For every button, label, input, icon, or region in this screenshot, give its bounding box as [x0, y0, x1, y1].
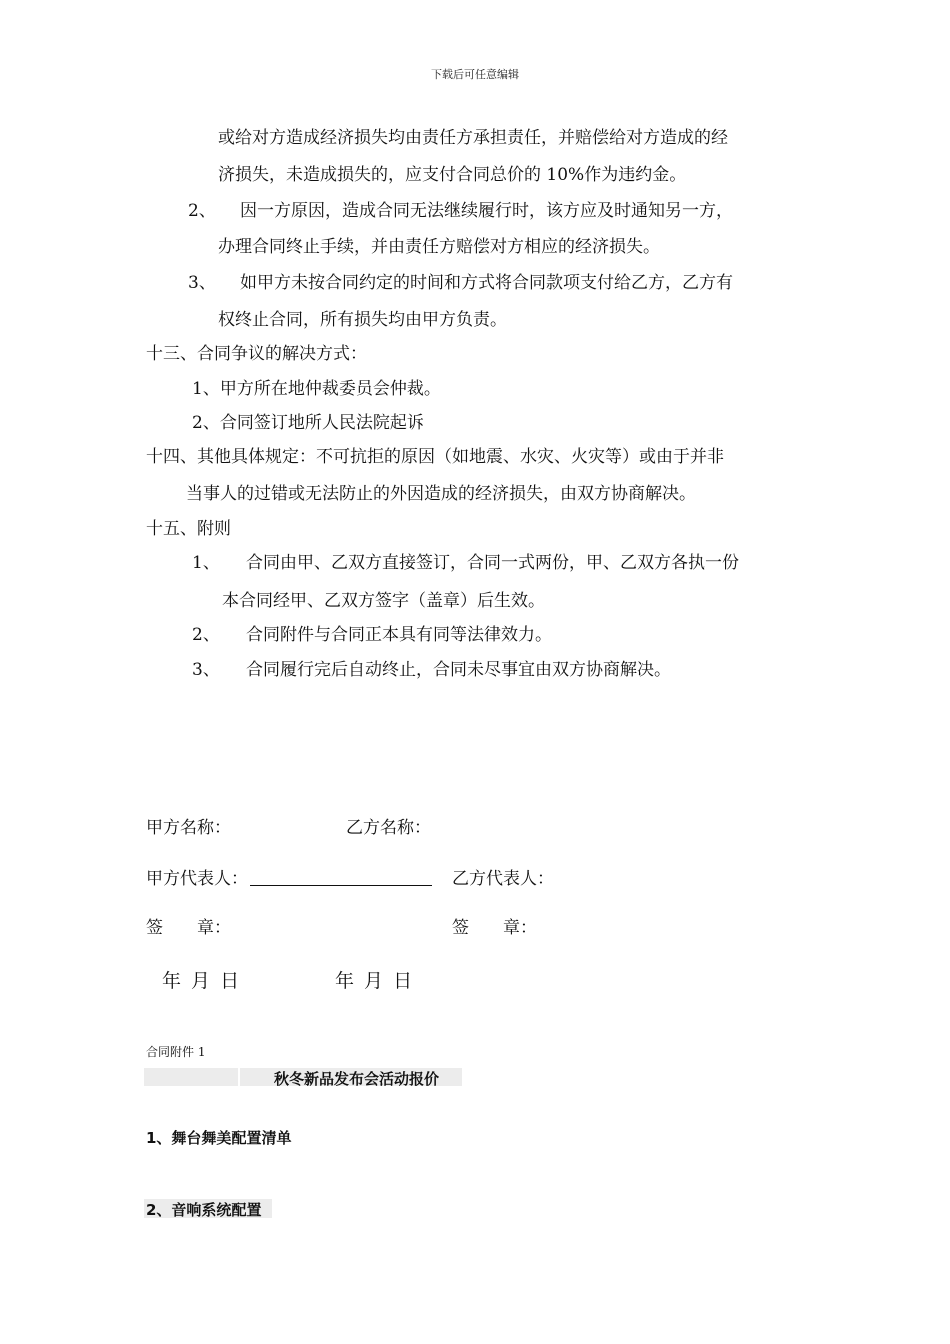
clause-line: 合同履行完后自动终止，合同未尽事宜由双方协商解决。 — [246, 660, 671, 680]
attachment-label: 合同附件 1 — [146, 1045, 206, 1059]
clause-line: 济损失，未造成损失的，应支付合同总价的 10%作为违约金。 — [218, 165, 687, 185]
clause-line: 因一方原因，造成合同无法继续履行时，该方应及时通知另一方， — [240, 201, 733, 221]
party-b-name-label: 乙方名称： — [346, 818, 431, 838]
clause-line: 或给对方造成经济损失均由责任方承担责任，并赔偿给对方造成的经 — [218, 128, 728, 148]
clause-line: 本合同经甲、乙双方签字（盖章）后生效。 — [222, 591, 545, 611]
clause-line: 权终止合同，所有损失均由甲方负责。 — [218, 310, 507, 330]
page-header: 下载后可任意编辑 — [431, 68, 519, 81]
clause-line: 如甲方未按合同约定的时间和方式将合同款项支付给乙方，乙方有 — [240, 273, 733, 293]
party-a-rep-field — [146, 869, 432, 889]
list-number: 3、 — [188, 273, 216, 293]
attachment-title: 秋冬新品发布会活动报价 — [274, 1070, 440, 1088]
list-number: 2、 — [192, 625, 220, 645]
party-a-rep-label: 甲方代表人： — [146, 869, 248, 889]
seal-a-label: 签 章： — [146, 918, 231, 938]
list-number: 2、 — [188, 201, 216, 221]
date-a: 年 月 日 — [162, 970, 242, 992]
date-b: 年 月 日 — [335, 970, 415, 992]
list-item: 1、甲方所在地仲裁委员会仲裁。 — [192, 379, 441, 399]
list-item: 2、合同签订地所人民法院起诉 — [192, 413, 424, 433]
clause-line: 合同附件与合同正本具有同等法律效力。 — [246, 625, 552, 645]
section-title: 十五、附则 — [146, 519, 231, 539]
clause-line: 办理合同终止手续，并由责任方赔偿对方相应的经济损失。 — [218, 237, 660, 257]
signature-underline — [250, 869, 432, 886]
party-b-rep-label: 乙方代表人： — [452, 869, 554, 889]
section-title: 十三、合同争议的解决方式： — [146, 344, 367, 364]
list-number: 1、 — [192, 553, 220, 573]
clause-line: 当事人的过错或无法防止的外因造成的经济损失，由双方协商解决。 — [186, 484, 696, 504]
seal-b-label: 签 章： — [452, 918, 537, 938]
clause-line: 合同由甲、乙双方直接签订，合同一式两份，甲、乙双方各执一份 — [246, 553, 739, 573]
attachment-section-heading: 1、舞台舞美配置清单 — [146, 1129, 292, 1147]
list-number: 3、 — [192, 660, 220, 680]
party-a-name-label: 甲方名称： — [146, 818, 231, 838]
shading-bar — [144, 1068, 238, 1086]
attachment-section-heading: 2、音响系统配置 — [146, 1201, 262, 1219]
section-title: 十四、其他具体规定：不可抗拒的原因（如地震、水灾、火灾等）或由于并非 — [146, 447, 724, 467]
